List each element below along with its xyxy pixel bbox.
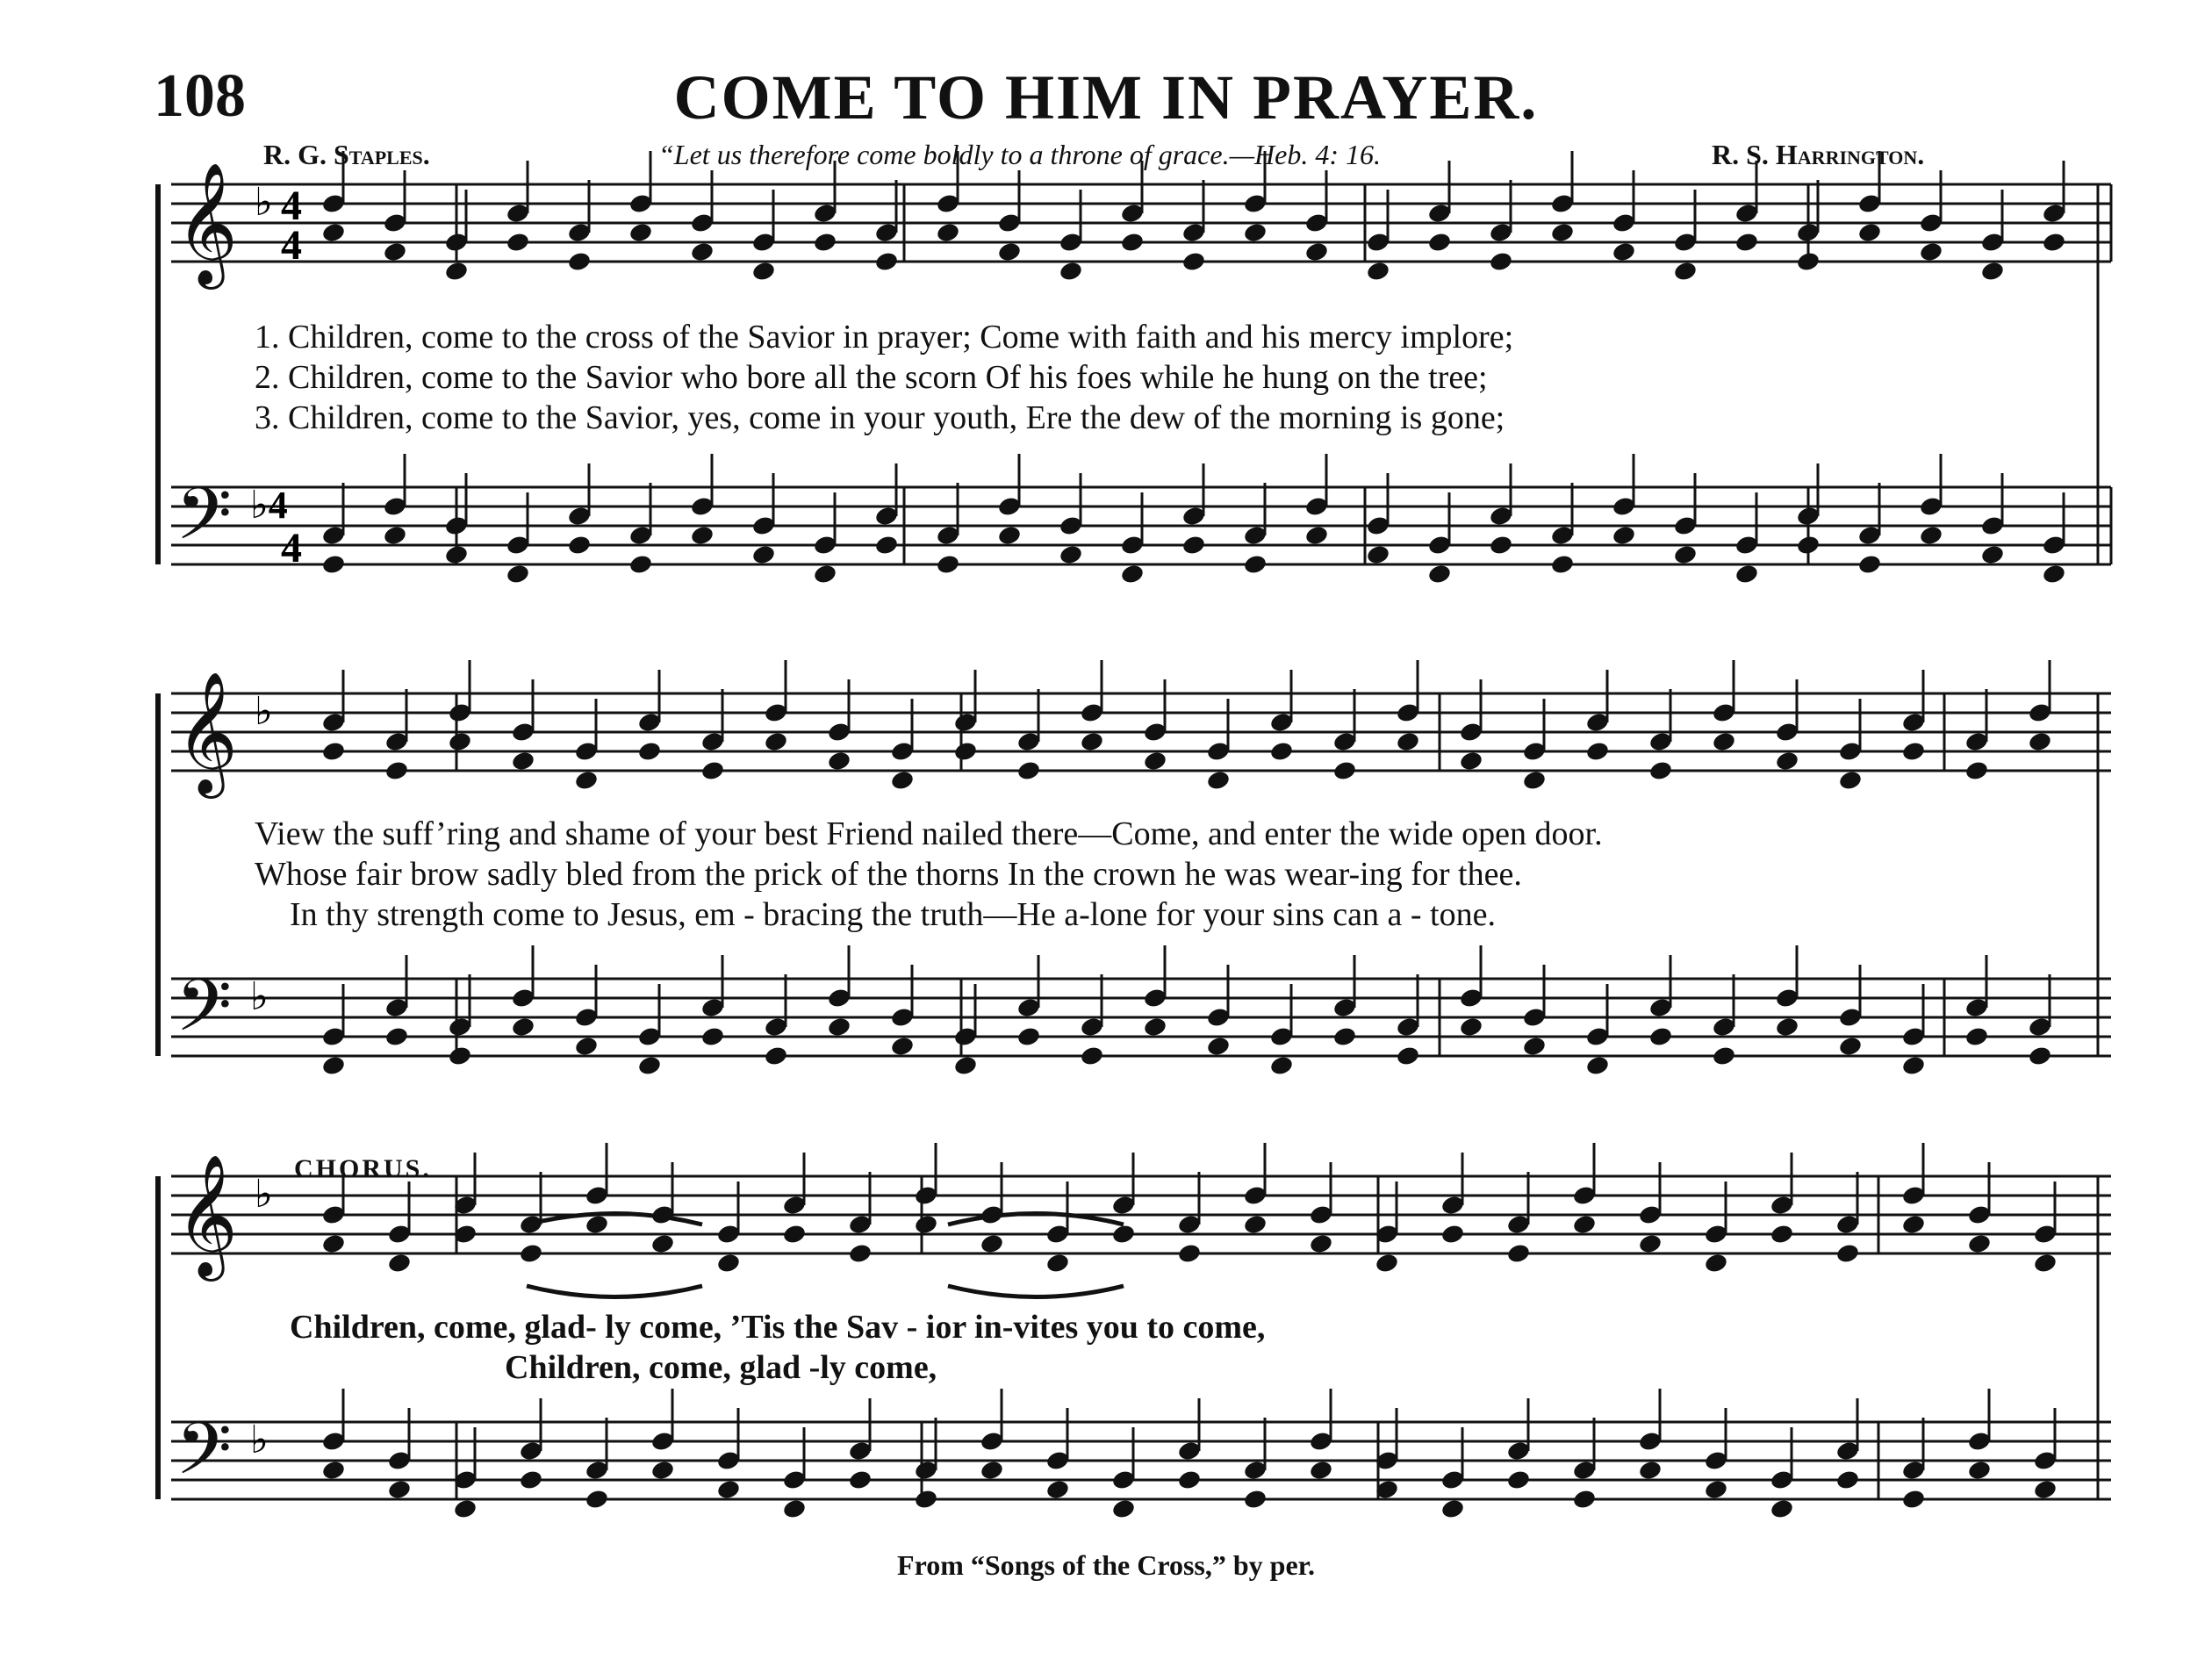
note-head xyxy=(1838,1035,1864,1057)
note-head xyxy=(890,1035,916,1057)
note-head xyxy=(1111,1497,1137,1519)
note-head xyxy=(1967,1459,1993,1481)
note-head xyxy=(1712,1045,1737,1066)
note-head xyxy=(519,1469,544,1490)
note-head xyxy=(690,524,715,546)
note-head xyxy=(953,740,979,762)
note-head xyxy=(1673,543,1698,565)
svg-text:4: 4 xyxy=(281,222,302,269)
note-head xyxy=(914,1213,939,1235)
note-head xyxy=(387,1252,413,1274)
note-head xyxy=(936,221,961,243)
note-head xyxy=(321,1459,347,1481)
note-head xyxy=(1375,1252,1400,1274)
note-head xyxy=(444,543,470,565)
note-head xyxy=(1269,740,1295,762)
note-head xyxy=(751,260,777,282)
scripture-reference: “Let us therefore come boldly to a throne of grace.—Heb. 4: 16. xyxy=(658,139,1381,170)
note-head xyxy=(1901,1054,1927,1076)
note-head xyxy=(1673,260,1698,282)
note-head xyxy=(2042,563,2067,585)
note-head xyxy=(567,250,592,272)
note-head xyxy=(1181,250,1207,272)
svg-text:♭: ♭ xyxy=(255,690,273,733)
note-head xyxy=(1427,231,1453,253)
note-head xyxy=(650,1232,676,1254)
note-head xyxy=(1522,769,1548,791)
note-head xyxy=(321,1054,347,1076)
note-head xyxy=(1243,553,1268,575)
note-head xyxy=(848,1242,873,1264)
note-head xyxy=(1243,1213,1268,1235)
note-head xyxy=(953,1054,979,1076)
note-head xyxy=(1177,1469,1203,1490)
note-head xyxy=(1857,553,1883,575)
composer: R. S. Harrington. xyxy=(1712,139,1925,170)
note-head xyxy=(1177,1242,1203,1264)
note-head xyxy=(1796,534,1821,556)
note-head xyxy=(874,250,900,272)
note-head xyxy=(1835,1242,1861,1264)
note-head xyxy=(567,534,592,556)
note-head xyxy=(2028,730,2053,752)
note-head xyxy=(1612,241,1637,262)
note-head xyxy=(1901,740,1927,762)
note-head xyxy=(1796,250,1821,272)
note-head xyxy=(321,740,347,762)
note-head xyxy=(997,524,1023,546)
note-head xyxy=(637,740,663,762)
note-head xyxy=(1045,1252,1071,1274)
verse-2-line-2: Whose fair brow sadly bled from the prick of the thorns In the crown he was wear-ing for thee. xyxy=(255,856,1522,893)
note-head xyxy=(1980,543,2006,565)
note-head xyxy=(1585,1054,1611,1076)
treble-clef-icon xyxy=(176,162,238,290)
note-head xyxy=(1572,1213,1598,1235)
note-head xyxy=(1366,260,1391,282)
note-head xyxy=(751,543,777,565)
note-head xyxy=(383,524,408,546)
note-head xyxy=(1243,1488,1268,1510)
note-head xyxy=(1120,231,1146,253)
note-head xyxy=(1704,1252,1729,1274)
note-head xyxy=(1206,1035,1232,1057)
note-head xyxy=(690,241,715,262)
note-head xyxy=(1366,543,1391,565)
note-head xyxy=(716,1478,742,1500)
note-head xyxy=(716,1252,742,1274)
note-head xyxy=(1522,1035,1548,1057)
note-head xyxy=(1120,563,1146,585)
note-head xyxy=(1045,1478,1071,1500)
note-head xyxy=(1016,759,1042,781)
note-head xyxy=(1638,1459,1663,1481)
note-head xyxy=(1243,221,1268,243)
note-head xyxy=(764,1045,789,1066)
note-head xyxy=(1857,221,1883,243)
svg-text:♭: ♭ xyxy=(250,1418,269,1462)
note-head xyxy=(1332,759,1358,781)
svg-text:𝄞: 𝄞 xyxy=(176,672,238,794)
note-head xyxy=(1304,524,1330,546)
note-head xyxy=(997,241,1023,262)
note-head xyxy=(1309,1459,1334,1481)
note-head xyxy=(1704,1478,1729,1500)
svg-text:𝄞: 𝄞 xyxy=(176,162,238,284)
note-head xyxy=(1440,1223,1466,1245)
note-head xyxy=(1143,1016,1168,1038)
note-head xyxy=(1775,1016,1800,1038)
svg-text:4: 4 xyxy=(281,525,302,571)
note-head xyxy=(848,1469,873,1490)
chorus-line-1: Children, come, glad- ly come, ’Tis the Sav - ior in-vites you to come, xyxy=(290,1309,1266,1346)
note-head xyxy=(936,553,961,575)
note-head xyxy=(1964,759,1990,781)
note-head xyxy=(1734,231,1760,253)
svg-text:♭: ♭ xyxy=(250,975,269,1018)
note-head xyxy=(1572,1488,1598,1510)
svg-text:♭: ♭ xyxy=(255,1173,273,1216)
note-head xyxy=(574,1035,600,1057)
note-head xyxy=(453,1497,478,1519)
note-head xyxy=(506,563,531,585)
note-head xyxy=(1770,1497,1795,1519)
note-head xyxy=(383,241,408,262)
svg-text:♭4: ♭4 xyxy=(250,484,288,527)
svg-text:4: 4 xyxy=(281,183,302,229)
note-head xyxy=(764,730,789,752)
note-head xyxy=(1440,1497,1466,1519)
note-head xyxy=(782,1223,808,1245)
note-head xyxy=(1550,221,1576,243)
note-head xyxy=(813,231,838,253)
note-head xyxy=(506,231,531,253)
note-head xyxy=(1059,543,1084,565)
note-head xyxy=(2042,231,2067,253)
note-head xyxy=(1080,730,1105,752)
note-head xyxy=(321,1232,347,1254)
svg-text:𝄞: 𝄞 xyxy=(176,1154,238,1276)
note-head xyxy=(1585,740,1611,762)
note-head xyxy=(813,563,838,585)
note-head xyxy=(980,1459,1005,1481)
note-head xyxy=(1648,759,1674,781)
note-head xyxy=(2033,1478,2058,1500)
note-head xyxy=(387,1478,413,1500)
note-head xyxy=(1269,1054,1295,1076)
note-head xyxy=(1967,1232,1993,1254)
note-head xyxy=(1775,750,1800,772)
verse-1-line-1: 1. Children, come to the cross of the Savior in prayer; Come with faith and his mercy implore; xyxy=(255,319,1514,356)
note-head xyxy=(1550,553,1576,575)
note-head xyxy=(1506,1242,1532,1264)
note-head xyxy=(1648,1025,1674,1047)
note-head xyxy=(1143,750,1168,772)
note-head xyxy=(650,1459,676,1481)
source-credit: From “Songs of the Cross,” by per. xyxy=(897,1549,1315,1581)
note-head xyxy=(1835,1469,1861,1490)
note-head xyxy=(1901,1213,1927,1235)
note-head xyxy=(1111,1223,1137,1245)
note-head xyxy=(585,1213,610,1235)
note-head xyxy=(1309,1232,1334,1254)
bass-staff-2 xyxy=(171,979,2111,1056)
note-head xyxy=(874,534,900,556)
note-head xyxy=(321,553,347,575)
note-head xyxy=(628,221,654,243)
note-head xyxy=(1489,250,1514,272)
note-head xyxy=(1734,563,1760,585)
svg-text:𝄢: 𝄢 xyxy=(176,963,233,1066)
note-head xyxy=(700,759,726,781)
note-head xyxy=(1712,730,1737,752)
note-head xyxy=(827,1016,852,1038)
note-head xyxy=(914,1488,939,1510)
note-head xyxy=(1901,1488,1927,1510)
note-head xyxy=(1838,769,1864,791)
page-number: 108 xyxy=(154,62,246,130)
note-head xyxy=(448,730,473,752)
note-head xyxy=(1506,1469,1532,1490)
note-head xyxy=(1489,534,1514,556)
note-head xyxy=(1181,534,1207,556)
note-head xyxy=(1770,1223,1795,1245)
chorus-label: CHORUS. xyxy=(294,1154,432,1183)
verse-3-line-2: In thy strength come to Jesus, em - bracing the truth—He a-lone for your sins can a - tone. xyxy=(290,896,1496,933)
note-head xyxy=(1638,1232,1663,1254)
note-head xyxy=(700,1025,726,1047)
note-head xyxy=(384,1025,410,1047)
verse-3-line-1: 3. Children, come to the Savior, yes, come in your youth, Ere the dew of the morning is gone; xyxy=(255,399,1505,436)
note-head xyxy=(1919,241,1944,262)
verse-2-line-1: 2. Children, come to the Savior who bore all the scorn Of his foes while he hung on the tree; xyxy=(255,359,1488,396)
note-head xyxy=(2033,1252,2058,1274)
note-head xyxy=(1206,769,1232,791)
note-head xyxy=(1396,730,1421,752)
note-head xyxy=(1612,524,1637,546)
verse-1-line-2: View the suff’ring and shame of your best Friend nailed there—Come, and enter the wide open door. xyxy=(255,815,1603,852)
note-head xyxy=(1304,241,1330,262)
note-head xyxy=(321,221,347,243)
note-head xyxy=(2028,1045,2053,1066)
note-head xyxy=(1964,1025,1990,1047)
chorus-line-2: Children, come, glad -ly come, xyxy=(505,1349,937,1386)
svg-text:𝄢: 𝄢 xyxy=(176,1406,233,1509)
lyricist: R. G. Staples. xyxy=(263,139,430,170)
note-head xyxy=(628,553,654,575)
note-head xyxy=(1059,260,1084,282)
note-head xyxy=(384,759,410,781)
note-head xyxy=(637,1054,663,1076)
note-head xyxy=(511,1016,536,1038)
bass-clef-icon xyxy=(176,471,232,574)
note-head xyxy=(511,750,536,772)
note-head xyxy=(1016,1025,1042,1047)
note-head xyxy=(782,1497,808,1519)
note-head xyxy=(890,769,916,791)
hymn-title: COME TO HIM IN PRAYER. xyxy=(673,62,1539,133)
note-head xyxy=(444,260,470,282)
note-head xyxy=(574,769,600,791)
note-head xyxy=(980,1232,1005,1254)
note-head xyxy=(519,1242,544,1264)
note-head xyxy=(1080,1045,1105,1066)
note-head xyxy=(448,1045,473,1066)
note-head xyxy=(1396,1045,1421,1066)
svg-text:𝄢: 𝄢 xyxy=(176,471,233,574)
note-head xyxy=(1459,1016,1484,1038)
note-head xyxy=(1980,260,2006,282)
note-head xyxy=(1427,563,1453,585)
svg-text:♭: ♭ xyxy=(255,181,273,224)
note-head xyxy=(585,1488,610,1510)
note-head xyxy=(1459,750,1484,772)
note-head xyxy=(827,750,852,772)
note-head xyxy=(1332,1025,1358,1047)
note-head xyxy=(1919,524,1944,546)
